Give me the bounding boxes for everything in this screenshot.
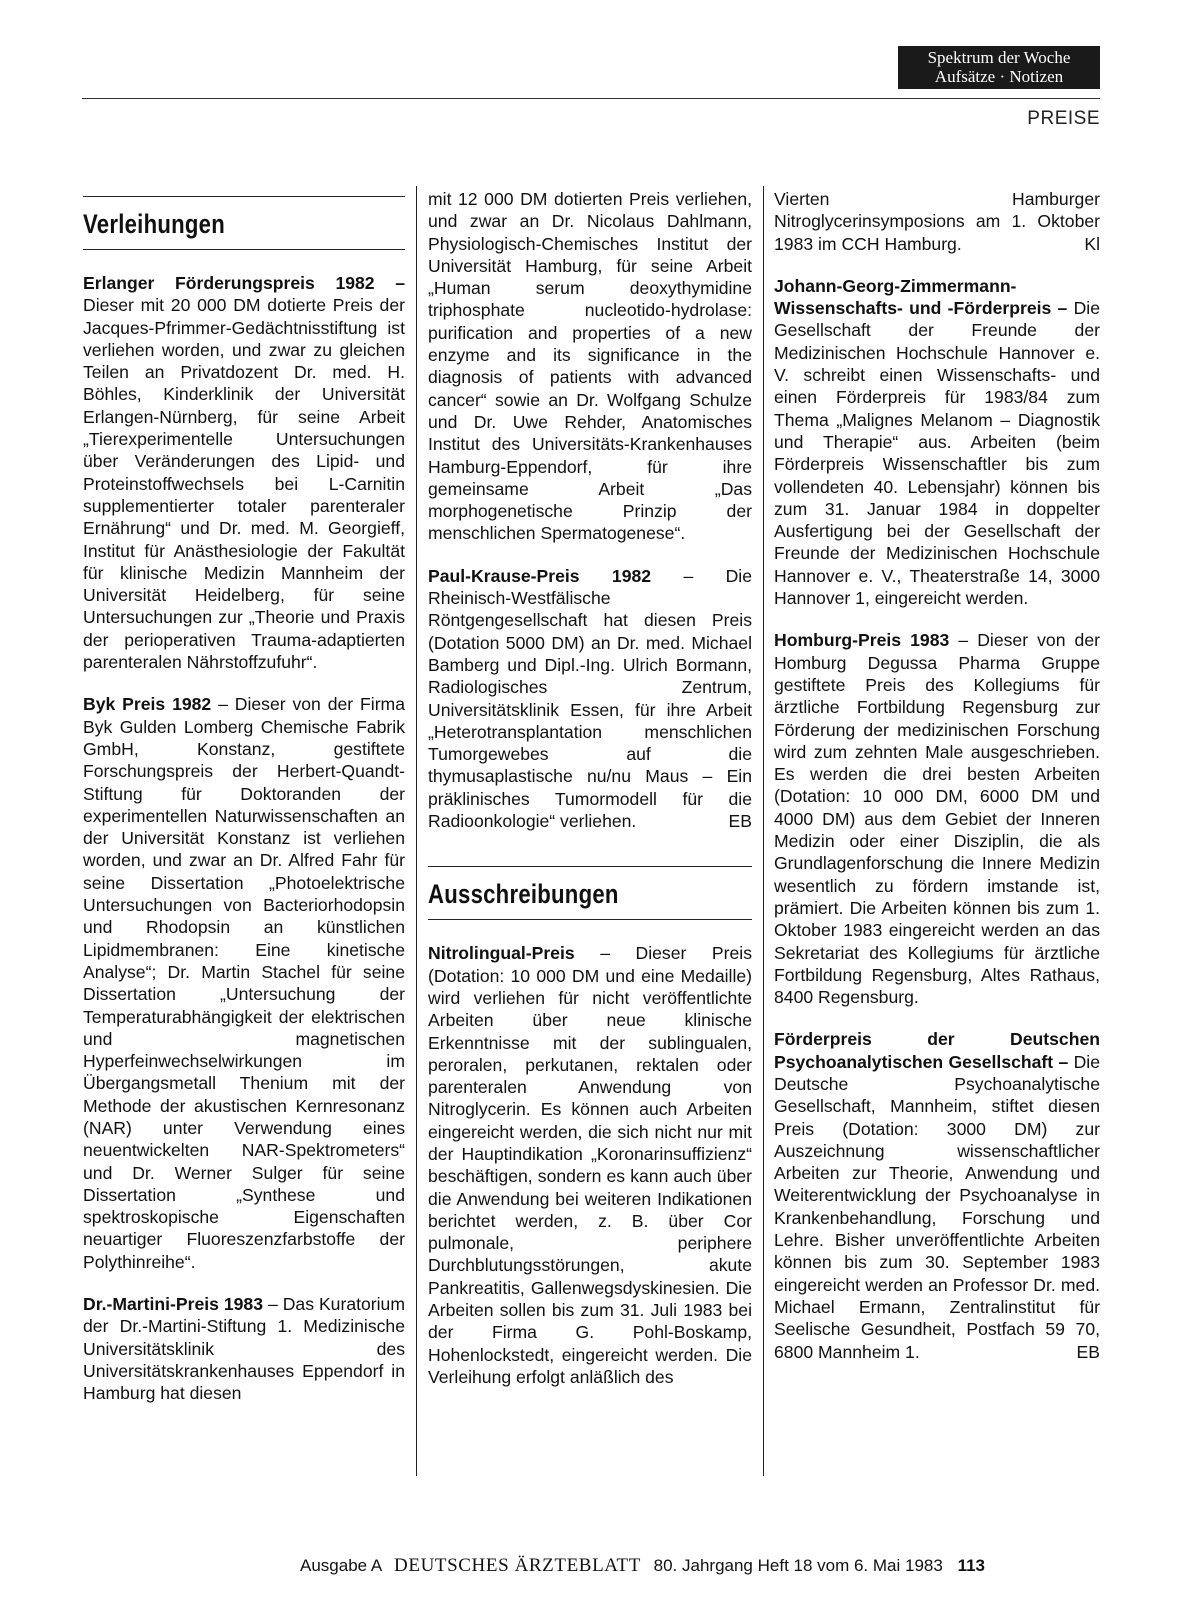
article-text: – Dieser von der Firma Byk Gulden Lomberg Chemische Fabrik GmbH, Konstanz, gestiftete Forschungspreis der Herbert-Quandt-Stiftung für Doktoranden der experimentellen Naturwissenschaften an der Universität Konstanz ist verliehen worden, und zwar an Dr. Alfred Fahr für seine Dissertation „Photoelektrische Untersuchungen von Bacteriorhodopsin und Rhodopsin an künstlichen Lipidmembranen: Eine kinetische Analyse“; Dr. Martin Stachel für seine Dissertation „Untersuchung der Temperaturabhängigkeit der elektrischen und magnetischen Hyperfeinwechselwirkungen im Übergangsmetall Thenium mit der Methode der akustischen Kernresonanz (NAR) unter Verwendung eines neuentwickelten NAR-Spektrometers“ und Dr. Werner Sulger für seine Dissertation „Synthese und spektroskopische Eigenschaften neuartiger Fluoreszenzfarbstoffe der Polythinreihe“. — [83, 694, 405, 1272]
page-footer — [300, 1555, 1100, 1577]
article-text: Die Deutsche Psychoanalytische Gesellschaft, Mannheim, stiftet diesen Preis (Dotation: 3000 DM) zur Auszeichnung wissenschaftlicher Arbeiten zur Theorie, Anwendung und Weiterentwicklung der Psychoanalyse in Krankenbehandlung, Forschung und Lehre. Bisher unveröffentlichte Arbeiten können bis zum 30. September 1983 eingereicht werden an Professor Dr. med. Michael Ermann, Zentralinstitut für Seelische Gesundheit, Postfach 59 70, 6800 Mannheim 1. — [774, 1051, 1100, 1362]
column-2 — [428, 188, 752, 1408]
heading-verleihungen: Verleihungen — [83, 209, 225, 239]
article-nitrolingual — [428, 942, 752, 1388]
article-text: mit 12 000 DM dotierten Preis verliehen, und zwar an Dr. Nicolaus Dahlmann, Physiologisch-Chemisches Institut der Universität Hamburg, für seine Arbeit „Human serum deoxythymidine triphosphate nucleotido-hydrolase: purification and properties of a new enzyme and its significance in the diagnosis of patients with advanced cancer“ sowie an Dr. Wolfgang Schulze und Dr. Uwe Rehder, Anatomisches Institut des Universitäts-Krankenhauses Hamburg-Eppendorf, für ihre gemeinsame Arbeit „Das morphogenetische Prinzip der menschlichen Spermatogenese“. — [428, 189, 752, 544]
section-label: PREISE — [1027, 108, 1100, 129]
column-divider-1 — [416, 186, 417, 1476]
badge-line-1: Spektrum der Woche — [927, 48, 1071, 67]
article-martini — [83, 1293, 405, 1404]
article-text: Dieser mit 20 000 DM dotierte Preis der Jacques-Pfrimmer-Gedächtnisstiftung ist verliehen worden, und zwar zu gleichen Teilen an Privatdozent Dr. med. H. Böhles, Kinderklinik der Universität Erlangen-Nürnberg, für seine Arbeit „Tierexperimentelle Untersuchungen über Veränderungen des Lipid- und Proteinstoffwechsels bei L-Carnitin supplementierter totaler parenteraler Ernährung“ und Dr. med. M. Georgieff, Institut für Anästhesiologie der Fakultät für klinische Medizin Mannheim der Universität Heidelberg, für seine Untersuchungen zur „Theorie und Praxis der perioperativen Trauma-adaptierten parenteralen Nährstoffzufuhr“. — [83, 295, 405, 673]
footer-issue: 80. Jahrgang Heft 18 vom 6. Mai 1983 — [653, 1556, 943, 1575]
section-heading-ausschreibungen — [428, 866, 752, 920]
article-text: – Die Rheinisch-Westfälische Röntgengesellschaft hat diesen Preis (Dotation 5000 DM) an Dr. med. Michael Bamberg und Dipl.-Ing. Ulrich Bormann, Radiologisches Zentrum, Universitätsklinik Essen, für ihre Arbeit „Heterotransplantation menschlichen Tumorgewebes auf die thymusaplastische nu/nu Maus – Ein präklinisches Tumormodell für die Radioonkologie“ verliehen. — [428, 565, 752, 832]
article-martini-cont — [428, 188, 752, 545]
section-badge — [898, 46, 1100, 89]
author-initials: EB — [1076, 1341, 1100, 1362]
column-divider-2 — [763, 186, 764, 1476]
column-1 — [83, 188, 405, 1425]
column-3 — [774, 188, 1100, 1383]
article-text: – Dieser Preis (Dotation: 10 000 DM und eine Medaille) wird verliehen für nicht veröffentlichte Arbeiten über neue klinische Erkenntnisse mit der sublingualen, peroralen, perkutanen, rektalen oder parenteralen Anwendung von Nitroglycerin. Es können auch Arbeiten eingereicht werden, die sich nicht nur mit der Hauptindikation „Koronarinsuffizienz“ beschäftigen, sondern es kann auch über die Anwendung bei weiteren Indikationen berichtet werden, z. B. über Cor pulmonale, periphere Durchblutungsstörungen, akute Pankreatitis, Gallenwegsdyskinesien. Die Arbeiten sollen bis zum 31. Juli 1983 bei der Firma G. Pohl-Boskamp, Hohenlockstedt, eingereicht werden. Die Verleihung erfolgt anläßlich des — [428, 943, 752, 1387]
heading-ausschreibungen: Ausschreibungen — [428, 879, 619, 910]
footer-journal: DEUTSCHES ÄRZTEBLATT — [394, 1555, 641, 1576]
article-title: Johann-Georg-Zimmermann-Wissenschafts- und -Förderpreis – — [774, 275, 1068, 319]
article-title: Nitrolingual-Preis — [428, 943, 575, 964]
badge-line-2: Aufsätze · Notizen — [934, 67, 1064, 86]
section-heading-verleihungen — [83, 196, 405, 250]
article-title: Paul-Krause-Preis 1982 — [428, 565, 652, 586]
article-text: – Dieser von der Homburg Degussa Pharma Gruppe gestiftete Preis des Kollegiums für ärztliche Fortbildung Regensburg zur Förderung der medizinischen Forschung wird zum zehnten Male ausgeschrieben. Es werden die drei besten Arbeiten (Dotation: 10 000 DM, 6000 DM und 4000 DM) aus dem Gebiet der Inneren Medizin oder einer Disziplin, die als Grundlagenforschung die Innere Medizin wesentlich zu fördern imstande ist, prämiert. Die Arbeiten können bis zum 1. Oktober 1983 eingereicht werden an das Sekretariat des Kollegiums für ärztliche Fortbildung Regensburg, Altes Rathaus, 8400 Regensburg. — [774, 630, 1100, 1008]
article-zimmermann — [774, 275, 1100, 609]
article-title: Dr.-Martini-Preis 1983 — [83, 1294, 263, 1315]
article-homburg — [774, 629, 1100, 1008]
article-text: Vierten Hamburger Nitroglycerinsymposions am 1. Oktober 1983 im CCH Hamburg. — [774, 189, 1100, 254]
article-psychoanalyse — [774, 1028, 1100, 1362]
article-text: – Das Kuratorium der Dr.-Martini-Stiftung 1. Medizinische Universitätsklinik des Universitätskrankenhauses Eppendorf in Hamburg hat diesen — [83, 1294, 405, 1404]
article-title: Homburg-Preis 1983 — [774, 630, 950, 651]
author-initials: Kl — [1084, 233, 1100, 254]
article-title: Erlanger Förderungspreis 1982 – — [83, 273, 405, 293]
article-text: Die Gesellschaft der Freunde der Medizinischen Hochschule Hannover e. V. schreibt einen Wissenschafts- und einen Förderpreis für 1983/84 zum Thema „Malignes Melanom – Diagnostik und Therapie“ aus. Arbeiten (beim Förderpreis Wissenschaftler bis zum vollendeten 40. Lebensjahr) können bis zum 31. Januar 1984 in doppelter Ausfertigung bei der Gesellschaft der Freunde der Medizinischen Hochschule Hannover e. V., Theaterstraße 14, 3000 Hannover 1, eingereicht werden. — [774, 298, 1100, 609]
footer-edition: Ausgabe A — [300, 1556, 382, 1575]
article-paul-krause — [428, 565, 752, 833]
top-rule — [82, 98, 1100, 99]
article-erlanger — [83, 272, 405, 673]
article-byk — [83, 693, 405, 1273]
article-title: Byk Preis 1982 — [83, 694, 212, 715]
article-nitrolingual-cont — [774, 188, 1100, 255]
author-initials: EB — [728, 811, 752, 832]
article-title: Förderpreis der Deutschen Psychoanalytischen Gesellschaft – — [774, 1029, 1100, 1072]
page-number: 113 — [957, 1556, 985, 1575]
